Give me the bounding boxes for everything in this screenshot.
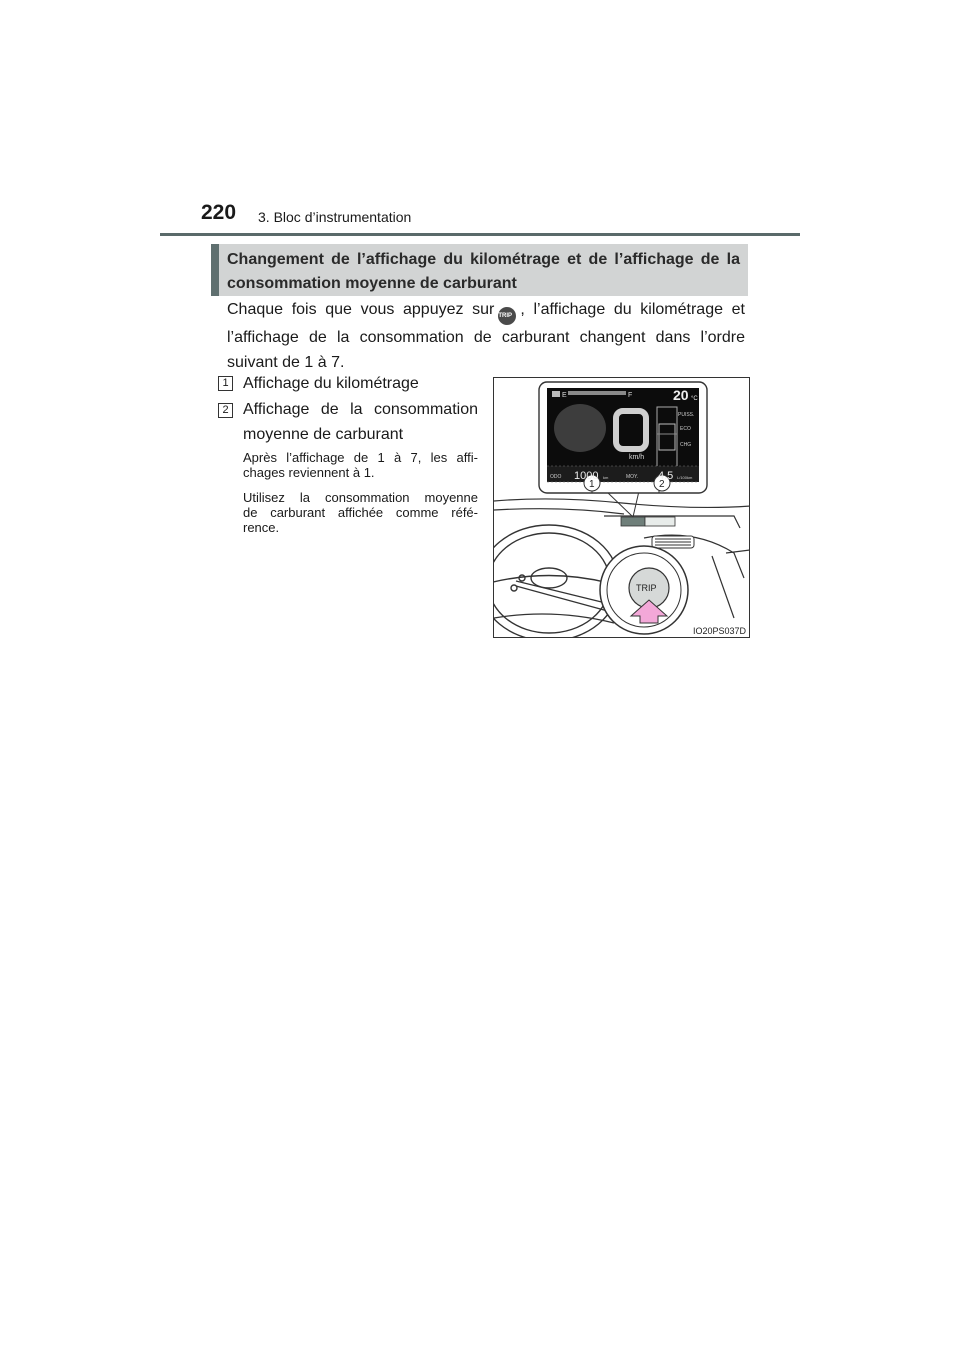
avg-value: 4.5 [658, 470, 674, 482]
temperature-unit: °C [691, 396, 698, 402]
figure-code: IO20PS037D [692, 626, 746, 636]
item-2-number: 2 [218, 403, 233, 418]
callout-1: 1 [589, 479, 595, 490]
odo-value: 1000 [574, 470, 599, 482]
mode-chg: CHG [680, 442, 692, 448]
trip-button-icon: TRIP [498, 307, 516, 325]
avg-label: MOY. [626, 474, 639, 480]
intro-line2: l’affichage de la consommation de carburant changent dans l’ordre [227, 329, 745, 346]
fuel-e-label: E [562, 392, 567, 399]
temperature-value: 20 [673, 387, 689, 403]
item-1-number: 1 [218, 376, 233, 391]
dashboard-illustration [494, 378, 750, 638]
note-1: Après l’affichage de 1 à 7, les affi- chages reviennent à 1. [243, 450, 478, 480]
dashboard-figure [493, 377, 750, 638]
intro-paragraph [227, 297, 745, 375]
chapter-title: 3. Bloc d’instrumentation [258, 209, 412, 225]
item-2-label: Affichage de la consommation moyenne de carburant [243, 401, 478, 443]
header-rule [160, 233, 800, 236]
page-number: 220 [201, 201, 237, 224]
note-2: Utilisez la consommation moyenne de carburant affichée comme réfé- rence. [243, 490, 478, 535]
item-1-label: Affichage du kilométrage [243, 375, 419, 392]
intro-line3: suivant de 1 à 7. [227, 354, 345, 371]
intro-line1: Chaque fois que vous appuyez sur TRIP , l’affichage du kilométrage et [227, 297, 745, 325]
speed-unit: km/h [629, 454, 645, 461]
avg-unit: L/100km [677, 475, 693, 480]
trip-button-label: TRIP [636, 583, 657, 593]
mode-puiss: PUISS. [678, 412, 695, 418]
section-heading-line2: consommation moyenne de carburant [227, 275, 517, 292]
odo-label: ODO [550, 474, 562, 480]
callout-2: 2 [659, 479, 665, 490]
section-heading-line1: Changement de l’affichage du kilométrage et de l’affichage de la [227, 251, 740, 268]
section-heading [211, 244, 748, 296]
mode-eco: ECO [680, 426, 691, 432]
fuel-f-label: F [628, 392, 633, 399]
odo-unit: km [603, 475, 609, 480]
